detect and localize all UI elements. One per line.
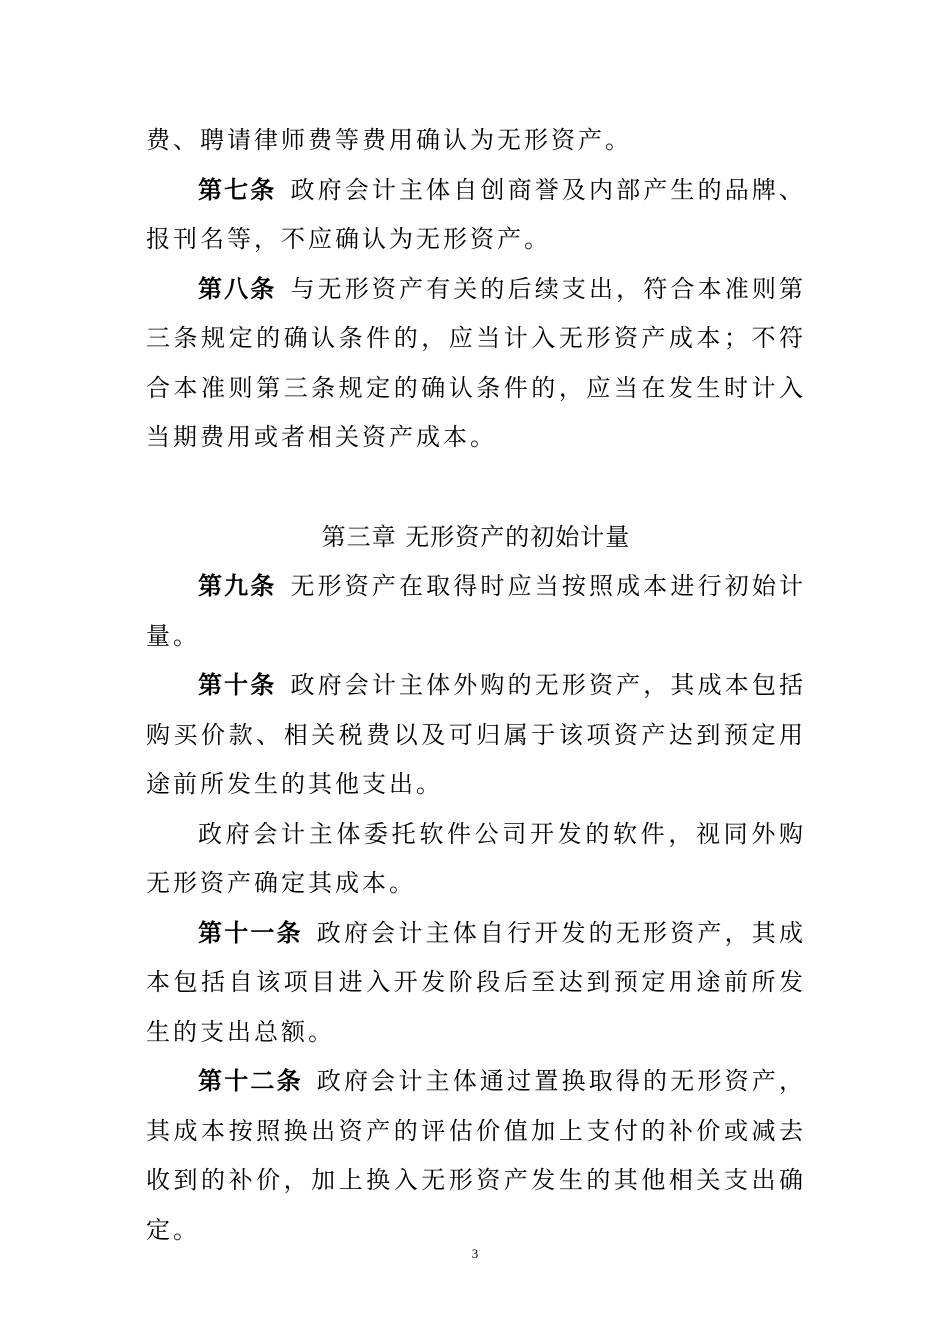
article-text: 政府会计主体自创商誉及内部产生的品牌、报刊名等，不应确认为无形资产。	[146, 175, 807, 253]
article-label: 第九条	[198, 572, 277, 600]
article-10	[146, 661, 806, 810]
paragraph-continuation	[146, 116, 806, 166]
article-9	[146, 562, 806, 661]
article-label: 第八条	[198, 274, 277, 303]
article-label: 第十条	[198, 671, 277, 699]
article-10-paragraph-2	[146, 810, 806, 909]
article-text: 无形资产在取得时应当按照成本进行初始计量。	[146, 572, 807, 650]
article-label: 第十二条	[198, 1067, 303, 1095]
article-text: 政府会计主体自行开发的无形资产，其成本包括自该项目进入开发阶段后至达到预定用途前所发生的支出总额。	[146, 918, 807, 1046]
paragraph-text: 政府会计主体委托软件公司开发的软件，视同外购无形资产确定其成本。	[146, 819, 806, 897]
paragraph-text: 费、聘请律师费等费用确认为无形资产。	[146, 126, 632, 154]
article-text: 政府会计主体通过置换取得的无形资产，其成本按照换出资产的评估价值加上支付的补价或减去收到的补价，加上换入无形资产发生的其他相关支出确定。	[146, 1067, 807, 1244]
article-label: 第七条	[198, 175, 277, 204]
document-body	[146, 116, 806, 1255]
article-text: 与无形资产有关的后续支出，符合本准则第三条规定的确认条件的，应当计入无形资产成本；不符合本准则第三条规定的确认条件的，应当在发生时计入当期费用或者相关资产成本。	[146, 274, 807, 451]
article-text: 政府会计主体外购的无形资产，其成本包括购买价款、相关税费以及可归属于该项资产达到预定用途前所发生的其他支出。	[146, 671, 807, 798]
chapter-title: 第三章 无形资产的初始计量	[321, 522, 631, 551]
article-8	[146, 265, 806, 463]
article-label: 第十一条	[198, 918, 303, 947]
article-7	[146, 166, 806, 265]
article-12	[146, 1057, 806, 1255]
article-11	[146, 909, 806, 1058]
page-number: 3	[471, 1246, 479, 1261]
